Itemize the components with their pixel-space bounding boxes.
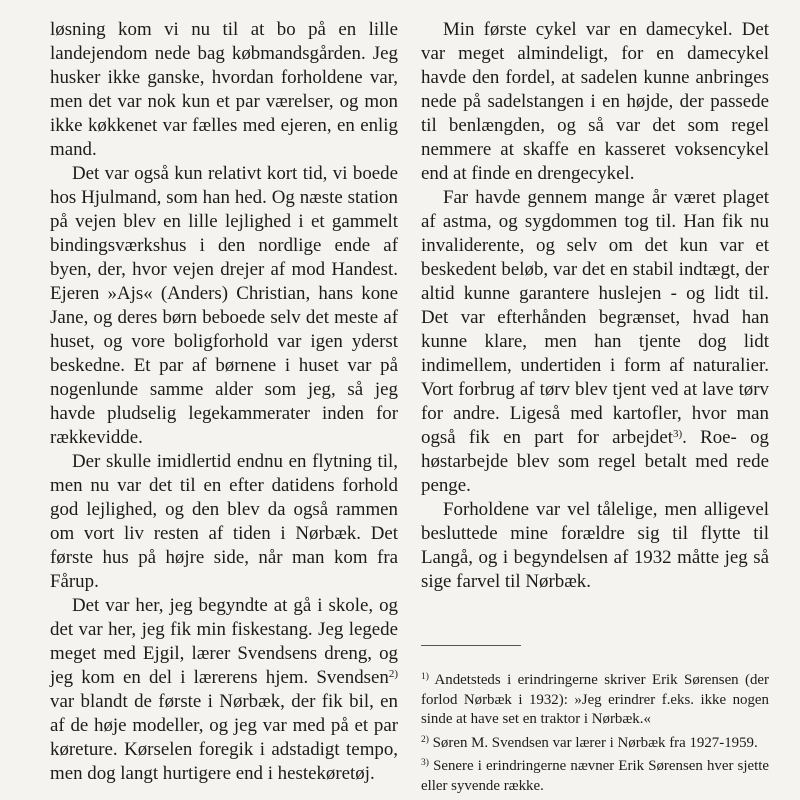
footnote-text: Søren M. Svendsen var lærer i Nørbæk fra 1927-1959. bbox=[428, 734, 758, 751]
paragraph bbox=[50, 18, 398, 162]
paragraph-text: Forholdene var vel tålelige, men alligevel besluttede mine forældre sig til flytte til Langå, og i begyndelsen af 1932 måtte jeg så sige farvel til Nørbæk. bbox=[421, 499, 769, 592]
paragraph bbox=[421, 498, 769, 594]
paragraph bbox=[421, 186, 769, 498]
paragraph-text: Der skulle imidlertid endnu en flytning til, men nu var det til en efter datidens forhold god lejlighed, og den blev da også rammen om vort liv resten af tiden i Nørbæk. Det første hus på højre side, når man kom fra Fårup. bbox=[50, 451, 398, 592]
paragraph-text: Det var her, jeg begyndte at gå i skole, og det var her, jeg fik min fiskestang. Jeg legede meget med Ejgil, lærer Svendsens dreng, og jeg kom en del i lærerens hjem. Svendsen bbox=[50, 595, 398, 688]
footnotes bbox=[421, 671, 769, 796]
footnote bbox=[421, 671, 769, 730]
paragraph bbox=[50, 594, 398, 786]
footnote-text: Senere i erindringerne nævner Erik Sørensen hver sjette eller syvende række. bbox=[421, 758, 769, 794]
footnote-reference: 2) bbox=[388, 668, 398, 680]
paragraph-text: Far havde gennem mange år været plaget af astma, og sygdommen tog til. Han fik nu invaliderente, og selv om det kun var et beskedent beløb, var det en stabil indtægt, der altid kunne garantere huslejen - og lidt til. Det var efterhånden begrænset, hvad han kunne klare, men han tjente dog lidt indimellem, undertiden i form af naturalier. Vort forbrug af tørv blev tjent ved at lave tørv for andre. Ligeså med kartofler, hvor man også fik en part for arbejdet bbox=[421, 187, 769, 448]
footnote-marker: 3) bbox=[421, 758, 429, 768]
footnote-divider bbox=[421, 645, 521, 646]
footnote-marker: 2) bbox=[421, 734, 429, 745]
paragraph bbox=[421, 18, 769, 186]
paragraph-text: var blandt de første i Nørbæk, der fik bil, en af de høje modeller, og jeg var med på et par køreture. Kørselen foregik i adstadigt tempo, men dog langt hurtigere end i hestekøretøj. bbox=[50, 691, 398, 784]
footnote-text: Andetsteds i erindringerne skriver Erik Sørensen (der forlod Nørbæk i 1932): »Jeg erindrer f.eks. ikke nogen sinde at have set en traktor i Nørbæk.« bbox=[421, 672, 769, 727]
paragraph bbox=[50, 450, 398, 594]
paragraph-text: . Roe- og høstarbejde blev som regel betalt med rede penge. bbox=[421, 427, 769, 496]
footnote bbox=[421, 757, 769, 796]
footnote-reference: 3) bbox=[672, 428, 683, 440]
footnote bbox=[421, 734, 769, 754]
left-column bbox=[50, 18, 398, 786]
paragraph-text: løsning kom vi nu til at bo på en lille landejendom nede bag købmandsgården. Jeg husker ikke ganske, hvordan forholdene var, men det var nok kun et par værelser, og mon ikke køkkenet var fælles med ejeren, en enlig mand. bbox=[50, 19, 398, 160]
right-column bbox=[421, 18, 769, 800]
paragraph-text: Det var også kun relativt kort tid, vi boede hos Hjulmand, som han hed. Og næste station på vejen blev en lille lejlighed i et gammelt bindingsværkshus i den nordlige ende af byen, der, hvor vejen drejer af mod Handest. Ejeren »Ajs« (Anders) Christian, hans kone Jane, og deres børn beboede selv det meste af huset, og vore boligforhold var igen yderst beskedne. Et par af børnene i huset var på nogenlunde samme alder som jeg, så jeg havde pludselig legekammerater inden for rækkevidde. bbox=[50, 163, 398, 448]
left-column-text bbox=[50, 18, 398, 786]
paragraph bbox=[50, 162, 398, 450]
paragraph-text: Min første cykel var en damecykel. Det var meget almindeligt, for en damecykel havde den fordel, at sadelen kunne anbringes nede på sadelstangen i en højde, der passede til benlængden, og så var det som regel nemmere at skaffe en kasseret voksencykel end at finde en drengecykel. bbox=[421, 19, 769, 184]
right-column-text bbox=[421, 18, 769, 594]
footnote-marker: 1) bbox=[421, 672, 429, 682]
